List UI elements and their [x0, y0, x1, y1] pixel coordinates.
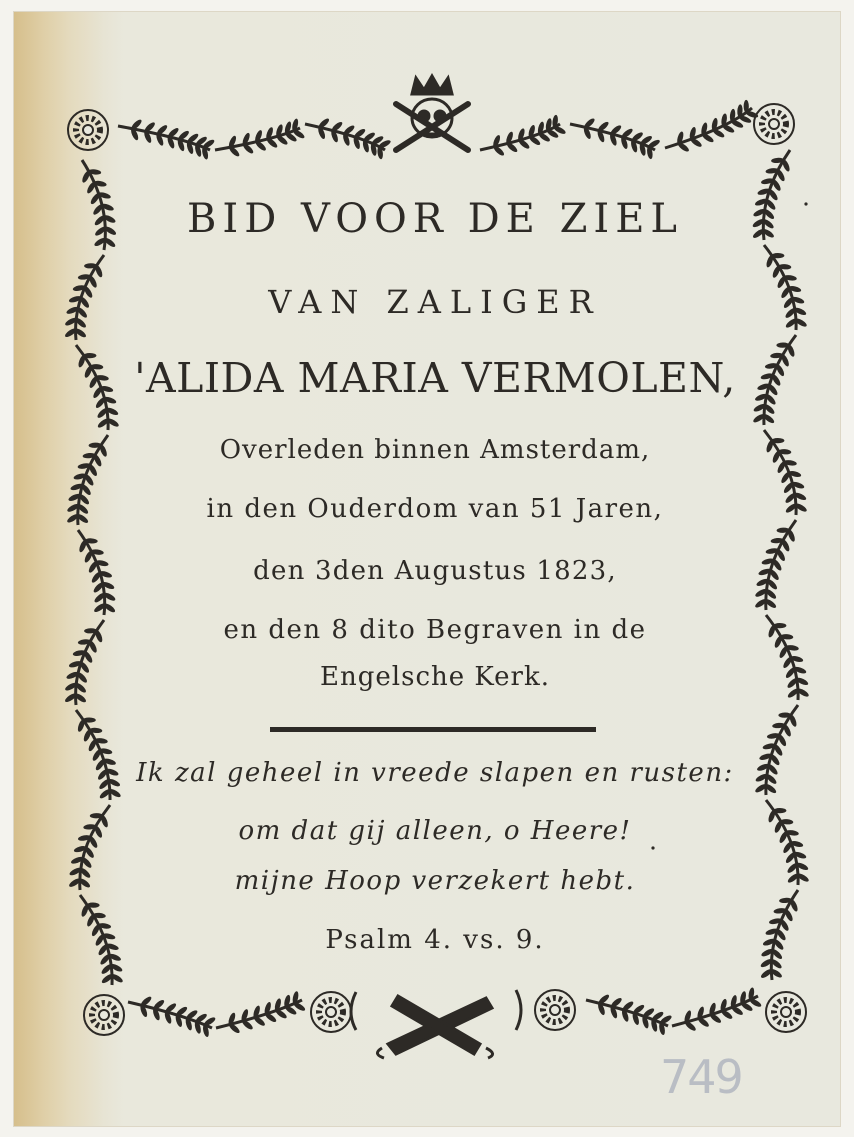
- skull-crossbones-icon: [396, 76, 468, 150]
- laurel-garland: [764, 245, 808, 330]
- heading-line-1: BID VOOR DE ZIEL: [187, 196, 683, 242]
- laurel-garland: [78, 530, 117, 615]
- rosette-icon: [535, 990, 575, 1030]
- deceased-name: 'ALIDA MARIA VERMOLEN,: [134, 354, 736, 402]
- laurel-garland: [80, 895, 124, 985]
- laurel-garland: [64, 255, 104, 340]
- death-place-line: Overleden binnen Amsterdam,: [219, 435, 651, 465]
- death-date-line: den 3den Augustus 1823,: [253, 556, 617, 586]
- laurel-garland: [64, 620, 104, 705]
- laurel-garland: [764, 430, 808, 515]
- handwritten-inventory-number: 749: [660, 1050, 742, 1104]
- church-line: Engelsche Kerk.: [320, 662, 550, 692]
- laurel-garland: [760, 890, 799, 980]
- psalm-reference: Psalm 4. vs. 9.: [325, 925, 545, 955]
- verse-line-3: mijne Hoop verzekert hebt.: [234, 866, 636, 896]
- verse-line-2: om dat gij alleen, o Heere!: [238, 816, 632, 846]
- laurel-garland: [305, 117, 392, 159]
- laurel-garland: [570, 117, 661, 160]
- laurel-garland: [118, 118, 216, 160]
- laurel-garland: [586, 993, 673, 1035]
- laurel-garland: [68, 805, 110, 890]
- laurel-garland: [81, 160, 117, 250]
- laurel-garland: [76, 710, 122, 800]
- laurel-garland: [215, 118, 306, 158]
- laurel-garland: [216, 991, 306, 1035]
- crossed-torches-icon: [351, 990, 521, 1058]
- laurel-garland: [672, 987, 762, 1032]
- divider-rule: [270, 727, 596, 732]
- laurel-garland: [752, 150, 791, 240]
- laurel-garland: [752, 335, 796, 425]
- verse-line-1: Ik zal geheel in vreede slapen en rusten:: [136, 758, 734, 788]
- age-line: in den Ouderdom van 51 Jaren,: [206, 494, 664, 524]
- laurel-garland: [754, 705, 798, 795]
- laurel-garland: [665, 100, 759, 153]
- laurel-garland: [754, 520, 796, 610]
- heading-line-2: VAN ZALIGER: [268, 283, 602, 321]
- burial-line: en den 8 dito Begraven in de: [223, 615, 647, 645]
- rosette-icon: [754, 104, 794, 144]
- rosette-icon: [84, 995, 124, 1035]
- rosette-icon: [311, 992, 351, 1032]
- laurel-garland: [128, 995, 217, 1037]
- laurel-garland: [76, 345, 120, 430]
- rosette-icon: [766, 992, 806, 1032]
- laurel-garland: [66, 435, 108, 525]
- laurel-garland: [766, 615, 810, 700]
- rosette-icon: [68, 110, 108, 150]
- laurel-garland: [480, 115, 567, 157]
- laurel-garland: [766, 800, 810, 885]
